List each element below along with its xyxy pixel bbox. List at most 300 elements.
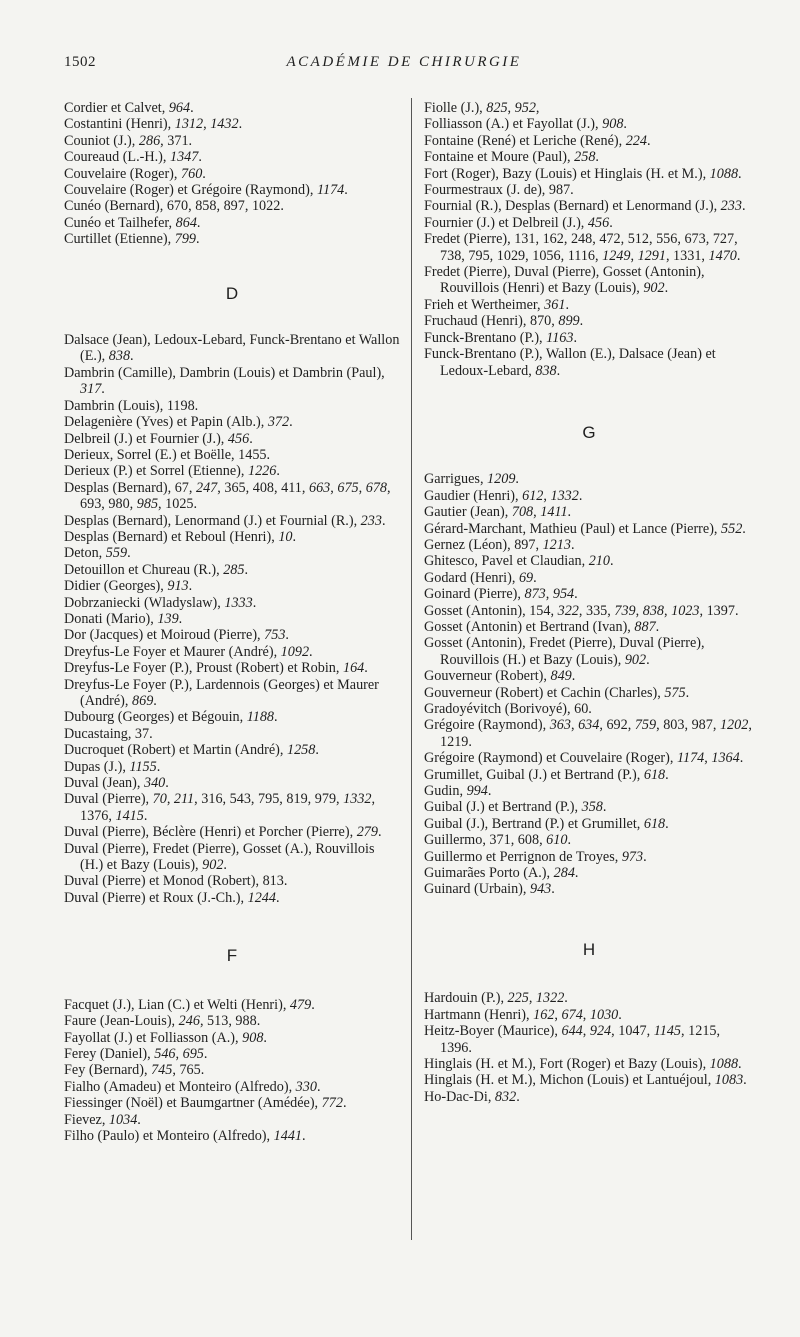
index-entry [424, 783, 754, 799]
page-reference-italic: 1441 [273, 1127, 302, 1144]
index-entry [424, 685, 754, 701]
entry-text: Fievez, [64, 1111, 109, 1128]
entry-text: . [515, 471, 519, 488]
entry-text: Garrigues, [424, 471, 488, 488]
entry-text: Couniot (J.), [64, 132, 139, 149]
entry-text: Delbreil (J.) et Fournier (J.), [64, 430, 228, 447]
entry-text: . [665, 815, 669, 832]
index-entry [424, 1089, 754, 1105]
page-reference-italic: 618 [643, 815, 666, 832]
index-entry [424, 471, 754, 487]
entry-text: Gosset (Antonin), 154, [424, 602, 558, 619]
page-reference-italic: 908 [242, 1029, 264, 1046]
index-entry [424, 717, 754, 750]
index-entry [424, 990, 754, 1006]
page-reference-italic: 954 [552, 586, 575, 603]
entry-text: . [579, 313, 584, 330]
page-reference-italic: 1333 [224, 594, 253, 611]
entry-text: . [741, 198, 746, 215]
index-entry [64, 365, 400, 398]
entry-text: Gouverneur (Robert) et Cachin (Charles), [424, 684, 665, 701]
index-entry [424, 264, 754, 297]
index-entry [64, 513, 400, 529]
entry-text: Couvelaire (Roger), [64, 165, 182, 182]
entry-text: Duval (Pierre), [64, 791, 153, 808]
index-entry [424, 603, 754, 619]
index-entry [64, 100, 400, 116]
entry-text: , 765. [172, 1062, 205, 1079]
page-reference-italic: 610 [546, 832, 568, 849]
index-entry [64, 398, 400, 414]
entry-text: Coureaud (L.-H.), [64, 149, 170, 166]
page-reference-italic: 1155 [129, 758, 157, 775]
page-reference-italic: 985 [136, 496, 159, 513]
index-entry [424, 215, 754, 231]
entry-text: . [143, 807, 148, 824]
index-entry [64, 1079, 400, 1095]
page-reference-italic: 838 [642, 602, 664, 619]
entry-text: . [188, 578, 193, 595]
entry-text: Funck-Brentano (P.), [424, 329, 547, 346]
page-reference-italic: 899 [558, 313, 580, 330]
entry-text: Gernez (Léon), 897, [424, 536, 543, 553]
page-reference-italic: 1226 [247, 463, 277, 480]
entry-text: Fontaine et Moure (Paul), [424, 149, 575, 166]
index-entry [64, 463, 400, 479]
entry-text: . [190, 100, 194, 116]
index-entry [64, 198, 400, 214]
page-reference-italic: 1415 [115, 807, 144, 824]
entry-text: . [643, 848, 647, 865]
page-reference-italic: 1145 [653, 1023, 682, 1040]
entry-text: . [664, 280, 669, 297]
index-entry [64, 997, 400, 1013]
running-title: ACADÉMIE DE CHIRURGIE [286, 54, 522, 70]
entry-text: , [545, 586, 553, 603]
entry-text: Fournier (J.) et Delbreil (J.), [424, 214, 588, 231]
index-entry [424, 865, 754, 881]
entry-text: . [315, 742, 319, 759]
page-reference-italic: 233 [360, 512, 382, 529]
index-entry [64, 447, 400, 463]
page-reference-italic: 887 [634, 618, 656, 635]
index-entry [424, 133, 754, 149]
entry-text: . [738, 1055, 742, 1072]
page-reference-italic: 1291 [637, 247, 666, 264]
index-entry [424, 100, 754, 116]
entry-text: Gosset (Antonin) et Bertrand (Ivan), [424, 618, 635, 635]
entry-text: . [738, 165, 742, 182]
entry-text: , 1331, [665, 247, 709, 264]
page-reference-italic: 873 [524, 586, 546, 603]
entry-text: Guillermo, 371, 608, [424, 832, 547, 849]
entry-text: , 1219. [440, 717, 752, 750]
index-entry [424, 297, 754, 313]
page-reference-italic: 1209 [487, 471, 516, 488]
entry-text: . [292, 528, 297, 545]
entry-text: , [635, 602, 643, 619]
entry-text: , 693, 980, [80, 479, 391, 513]
index-entry [424, 570, 754, 586]
entry-text: Cunéo (Bernard), 670, 858, 897, 1022. [64, 198, 284, 215]
page-reference-italic: 286 [138, 132, 161, 149]
entry-text: Fiessinger (Noël) et Baumgartner (Amédée), [64, 1095, 322, 1112]
index-entry [424, 1007, 754, 1023]
index-entry [64, 677, 400, 710]
page-reference-italic: 973 [621, 848, 644, 865]
entry-text: . [516, 1088, 520, 1105]
entry-text: Fontaine (René) et Leriche (René), [424, 132, 626, 149]
entry-text: Guimarães Porto (A.), [424, 865, 554, 882]
page-reference-italic: 552 [721, 520, 743, 537]
entry-text: Ducroquet (Robert) et Martin (André), [64, 742, 287, 759]
page-reference-italic: 559 [105, 545, 128, 562]
entry-text: . [101, 381, 105, 398]
entry-text: , [630, 247, 638, 264]
index-entry [424, 668, 754, 684]
entry-text: Desplas (Bernard), 67, [64, 479, 196, 496]
page-reference-italic: 247 [195, 479, 218, 496]
index-entry [64, 627, 400, 643]
page-reference-italic: 1432 [210, 116, 239, 133]
entry-text: . [202, 165, 206, 182]
entry-text: Ferey (Daniel), [64, 1045, 155, 1062]
entry-text: . [276, 463, 280, 480]
entry-text: Couvelaire (Roger) et Grégoire (Raymond), [64, 182, 317, 199]
page-reference-italic: 1470 [708, 247, 737, 264]
index-entry [64, 709, 400, 725]
page-reference-italic: 211 [173, 791, 195, 808]
index-entry [64, 332, 400, 365]
page-reference-italic: 864 [175, 214, 197, 231]
entry-text: , [203, 116, 211, 133]
index-entry [424, 767, 754, 783]
page-reference-italic: 799 [174, 231, 196, 248]
page-reference-italic: 1092 [280, 643, 310, 660]
entry-text: . [574, 586, 578, 603]
entry-text: Desplas (Bernard) et Reboul (Henri), [64, 528, 279, 545]
index-entry [64, 545, 400, 561]
entry-text: Dupas (J.), [64, 758, 130, 775]
page-reference-italic: 943 [529, 881, 552, 898]
entry-text: . [198, 149, 202, 166]
page-reference-italic: 634 [578, 717, 600, 734]
entry-text: Dreyfus-Le Foyer (P.), Lardennois (Georges) et Maurer (André), [64, 676, 379, 709]
entry-text: . [567, 504, 572, 521]
index-entry [64, 1013, 400, 1029]
entry-text: . [153, 693, 157, 709]
page-reference-italic: 825 [486, 100, 508, 116]
section-letter-heading: F [226, 946, 238, 966]
index-entry [424, 816, 754, 832]
entry-text: . [249, 430, 253, 447]
entry-text: Dambrin (Camille), Dambrin (Louis) et Dambrin (Paul), [64, 364, 385, 381]
index-entry [424, 553, 754, 569]
index-entry [64, 873, 400, 889]
index-entry [424, 849, 754, 865]
index-entry [424, 799, 754, 815]
entry-text: . [665, 766, 669, 783]
entry-text: , [554, 1006, 562, 1023]
index-entry [424, 488, 754, 504]
entry-text: , 1025. [158, 496, 198, 513]
page-reference-italic: 358 [581, 799, 603, 816]
page-reference-italic: 69 [518, 569, 534, 586]
entry-text: , 1376, [80, 791, 376, 824]
page-reference-italic: 372 [267, 414, 290, 431]
page-reference-italic: 546 [154, 1045, 176, 1062]
entry-text: Detouillon et Chureau (R.), [64, 561, 224, 578]
index-entry [64, 759, 400, 775]
index-entry [424, 231, 754, 264]
entry-text: Delagenière (Yves) et Papin (Alb.), [64, 414, 268, 431]
index-entry [64, 133, 400, 149]
entry-text: Heitz-Boyer (Maurice), [424, 1023, 562, 1040]
entry-text: Guibal (J.) et Bertrand (P.), [424, 799, 582, 816]
page-reference-italic: 139 [157, 610, 179, 627]
entry-text: . [685, 684, 690, 701]
page-reference-italic: 838 [108, 348, 131, 365]
entry-text: . [646, 651, 650, 668]
entry-text: . [609, 214, 613, 231]
entry-text: Gouverneur (Robert), [424, 668, 551, 685]
index-entry [64, 215, 400, 231]
entry-text: . [618, 1006, 622, 1023]
page-header [64, 54, 744, 76]
page-reference-italic: 695 [182, 1045, 204, 1062]
index-entry [64, 166, 400, 182]
page-reference-italic: 224 [625, 132, 647, 149]
entry-text: Guibal (J.), Bertrand (P.) et Grumillet, [424, 815, 644, 832]
page-reference-italic: 1332 [550, 487, 579, 504]
index-entry [64, 595, 400, 611]
entry-text: , [528, 990, 536, 1007]
section-letter-heading: H [582, 939, 596, 959]
entry-text: , 335, [578, 602, 615, 619]
page-reference-italic: 675 [337, 479, 359, 496]
entry-text: Gudin, [424, 783, 467, 800]
page-reference-italic: 1030 [589, 1006, 619, 1023]
entry-text: , [535, 100, 540, 116]
page-reference-italic: 1411 [540, 504, 568, 521]
entry-text: Fourmestraux (J. de), 987. [424, 182, 574, 199]
page-reference-italic: 1188 [246, 709, 275, 726]
entry-text: . [275, 889, 280, 906]
page-reference-italic: 1213 [542, 536, 571, 553]
entry-text: . [574, 865, 579, 882]
entry-text: . [263, 1029, 267, 1046]
entry-text: . [223, 857, 227, 874]
page-reference-italic: 913 [167, 578, 189, 595]
entry-text: . [567, 832, 571, 849]
entry-text: , 365, 408, 411, [217, 479, 309, 496]
page-reference-italic: 674 [561, 1006, 583, 1023]
entry-text: Hinglais (H. et M.), Fort (Roger) et Bazy (Louis), [424, 1055, 710, 1072]
entry-text: Dalsace (Jean), Ledoux-Lebard, Funck-Brentano et Wallon (E.), [64, 332, 400, 365]
entry-text: . [342, 1095, 347, 1112]
index-entry [64, 1046, 400, 1062]
page-reference-italic: 322 [557, 602, 579, 619]
index-entry [64, 116, 400, 132]
page-reference-italic: 1083 [714, 1072, 744, 1089]
entry-text: Facquet (J.), Lian (C.) et Welti (Henri), [64, 996, 290, 1013]
entry-text: Hardouin (P.), [424, 990, 508, 1007]
entry-text: Frieh et Wertheimer, [424, 296, 545, 313]
entry-text: . [203, 1045, 208, 1062]
index-entry [64, 1062, 400, 1078]
entry-text: Dobrzaniecki (Wladyslaw), [64, 594, 225, 611]
index-entry [64, 742, 400, 758]
entry-text: . [244, 561, 249, 578]
page-reference-italic: 285 [223, 561, 245, 578]
entry-text: . [565, 296, 569, 313]
index-entry [424, 537, 754, 553]
entry-text: Deton, [64, 545, 106, 562]
entry-text: . [127, 545, 131, 562]
entry-text: . [742, 520, 746, 537]
entry-text: . [311, 996, 315, 1013]
index-entry [64, 414, 400, 430]
index-entry [424, 504, 754, 520]
entry-text: Desplas (Bernard), Lenormand (J.) et Fournial (R.), [64, 512, 361, 529]
page-reference-italic: 924 [589, 1023, 612, 1040]
entry-text: Filho (Paulo) et Monteiro (Alfredo), [64, 1127, 274, 1144]
page-reference-italic: 612 [522, 487, 544, 504]
entry-text: . [344, 182, 348, 199]
page-reference-italic: 869 [132, 693, 154, 709]
entry-text: . [602, 799, 607, 816]
entry-text: Gradoyévitch (Borivoyé), 60. [424, 701, 592, 717]
entry-text: Fayollat (J.) et Folliasson (A.), [64, 1029, 243, 1046]
entry-text: Goinard (Pierre), [424, 586, 525, 603]
page-reference-italic: 317 [80, 381, 102, 398]
entry-text: Folliasson (A.) et Fayollat (J.), [424, 116, 603, 133]
entry-text: Faure (Jean-Louis), [64, 1013, 179, 1030]
index-column-right [424, 100, 754, 1105]
index-entry [64, 644, 400, 660]
page-reference-italic: 964 [168, 100, 191, 116]
entry-text: , [533, 504, 541, 521]
index-entry [424, 635, 754, 668]
entry-text: Donati (Mario), [64, 610, 158, 627]
page-reference-italic: 1174 [316, 182, 345, 199]
entry-text: . [571, 668, 576, 685]
index-entry [64, 890, 400, 906]
index-entry [64, 824, 400, 840]
index-entry [64, 149, 400, 165]
page-reference-italic: 838 [535, 362, 557, 379]
entry-text: , 803, 987, [656, 717, 720, 734]
entry-text: Gaudier (Henri), [424, 487, 523, 504]
index-entry [64, 1095, 400, 1111]
entry-text: Fey (Bernard), [64, 1062, 152, 1079]
entry-text: . [196, 231, 200, 248]
entry-text: . [556, 362, 561, 379]
entry-text: . [364, 660, 368, 677]
entry-text: Ho-Dac-Di, [424, 1088, 495, 1105]
index-entry [64, 431, 400, 447]
index-entry [424, 166, 754, 182]
index-entry [424, 182, 754, 198]
page-reference-italic: 902 [643, 280, 665, 297]
index-entry [424, 881, 754, 897]
page-reference-italic: 1174 [676, 750, 705, 767]
page-reference-italic: 644 [561, 1023, 583, 1040]
page-reference-italic: 1364 [711, 750, 740, 767]
index-entry [424, 198, 754, 214]
index-entry [64, 480, 400, 513]
entry-text: Duval (Pierre), Fredet (Pierre), Gosset (A.), Rouvillois (H.) et Bazy (Louis), [64, 840, 375, 874]
entry-text: , [507, 100, 515, 116]
entry-text: , [358, 479, 366, 496]
entry-text: Cunéo et Tailhefer, [64, 214, 176, 231]
page-reference-italic: 678 [365, 479, 387, 496]
entry-text: . [238, 116, 243, 133]
index-entry [424, 832, 754, 848]
page-reference-italic: 284 [553, 865, 575, 882]
index-entry [64, 1128, 400, 1144]
page-reference-italic: 361 [544, 296, 566, 313]
index-entry [64, 726, 400, 742]
entry-text: Didier (Georges), [64, 578, 168, 595]
page-reference-italic: 753 [264, 627, 286, 644]
entry-text: Grumillet, Guibal (J.) et Bertrand (P.), [424, 766, 644, 783]
page-reference-italic: 70 [152, 791, 167, 808]
page-reference-italic: 1244 [247, 889, 276, 906]
entry-text: . [302, 1127, 306, 1144]
entry-text: . [739, 750, 744, 767]
index-entry [424, 701, 754, 717]
index-entry [424, 116, 754, 132]
page-reference-italic: 1332 [343, 791, 372, 808]
page-reference-italic: 760 [181, 165, 203, 182]
page-reference-italic: 258 [574, 149, 596, 166]
index-entry [424, 313, 754, 329]
index-entry [64, 231, 400, 247]
page-reference-italic: 210 [588, 553, 610, 570]
page-reference-italic: 246 [178, 1013, 200, 1030]
page-reference-italic: 745 [151, 1062, 173, 1079]
index-column-left [64, 100, 400, 1144]
index-entry [64, 841, 400, 874]
entry-text: Grégoire (Raymond) et Couvelaire (Roger), [424, 750, 677, 767]
entry-text: . [533, 569, 537, 586]
page-reference-italic: 363 [549, 717, 571, 734]
page-reference-italic: 1034 [108, 1111, 138, 1128]
page-number: 1502 [64, 54, 96, 70]
entry-text: Duval (Pierre), Béclère (Henri) et Porcher (Pierre), [64, 824, 357, 841]
page-reference-italic: 10 [278, 528, 293, 545]
entry-text: Fruchaud (Henri), 870, [424, 313, 559, 330]
entry-text: , 692, [599, 717, 635, 734]
entry-text: Derieux, Sorrel (E.) et Boëlle, 1455. [64, 446, 271, 463]
entry-text: , 1397. [699, 602, 739, 619]
entry-text: Godard (Henri), [424, 569, 519, 586]
page-reference-italic: 849 [550, 668, 572, 685]
index-entry [424, 586, 754, 602]
entry-text: . [156, 758, 161, 775]
entry-text: , [664, 602, 672, 619]
index-entry [64, 1030, 400, 1046]
entry-text: . [178, 610, 183, 627]
page-reference-italic: 952 [514, 100, 536, 116]
page-reference-italic: 340 [143, 775, 166, 792]
page-reference-italic: 456 [587, 214, 610, 231]
index-entry [424, 1056, 754, 1072]
index-entry [64, 775, 400, 791]
index-entry [64, 578, 400, 594]
section-letter-heading: G [582, 422, 596, 442]
